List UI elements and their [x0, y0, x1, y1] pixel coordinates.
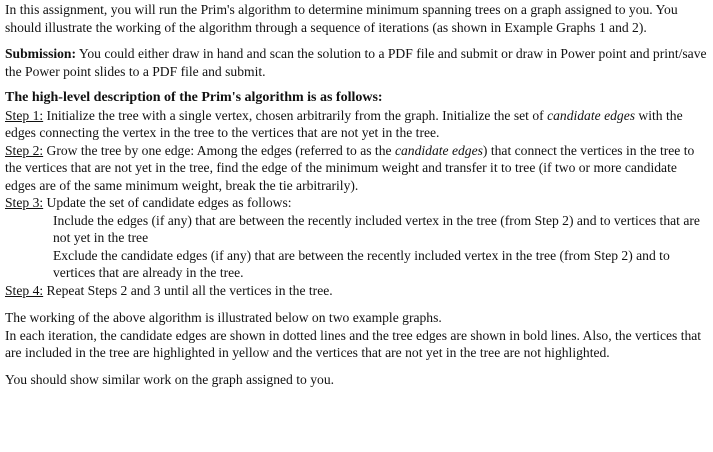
step-2-italic: candidate edges	[394, 142, 483, 158]
step-2-label: Step 2:	[5, 142, 44, 158]
step-3-label: Step 3:	[5, 195, 44, 210]
working-line-1: The working of the above algorithm is illustrated below on two example graphs.	[5, 310, 442, 325]
step-1-italic: candidate edges	[547, 107, 636, 123]
step-1-text-a: Initialize the tree with a single vertex, chosen arbitrarily from the graph. Initialize the set of	[43, 107, 548, 123]
step-3	[5, 194, 708, 212]
submission-label: Submission:	[5, 46, 77, 61]
step-1-label: Step 1:	[5, 107, 44, 123]
step-4-text: Repeat Steps 2 and 3 until all the vertices in the tree.	[43, 282, 333, 298]
step-3-exclude: Exclude the candidate edges (if any) that are between the recently included vertex in the tree (from Step 2) and to vertices that are already in the tree.	[53, 247, 670, 280]
closing-paragraph: You should show similar work on the graph assigned to you.	[5, 371, 335, 387]
step-2-text-b: ) that connect the vertices in the tree to the vertices that are not yet in the tree, find the edge of the minimum weight and transfer it to tree (if two or more candidate edges are of the same minimum weight, break the tie arbitrarily).	[5, 142, 695, 193]
step-1	[5, 107, 708, 142]
working-line-2: In each iteration, the candidate edges are shown in dotted lines and the tree edges are shown in bold lines. Also, the vertices that are included in the tree are highlighted in yellow and the vertices that are not yet in the tree are not highlighted.	[5, 327, 702, 360]
step-4-label: Step 4:	[5, 282, 44, 298]
step-2-text-a: Grow the tree by one edge: Among the edges (referred to as the	[43, 142, 395, 158]
submission-text: You could either draw in hand and scan the solution to a PDF file and submit or draw in Power point and print/save the Power point slides to a PDF file and submit.	[5, 46, 707, 79]
step-2	[5, 142, 708, 195]
step-3-include: Include the edges (if any) that are between the recently included vertex in the tree (from Step 2) and to vertices that are not yet in the tree	[53, 212, 700, 245]
step-4	[5, 282, 708, 300]
step-3-text: Update the set of candidate edges as follows:	[43, 195, 292, 210]
step-1-text-b: with the edges connecting the vertex in the tree to the vertices that are not yet in the tree.	[5, 107, 683, 140]
submission-paragraph	[5, 45, 708, 80]
algorithm-heading: The high-level description of the Prim's algorithm is as follows:	[5, 90, 383, 105]
intro-paragraph: In this assignment, you will run the Prim's algorithm to determine minimum spanning trees on a graph assigned to you. You should illustrate the working of the algorithm through a sequence of iterations (as shown in Example Graphs 1 and 2).	[5, 2, 678, 35]
